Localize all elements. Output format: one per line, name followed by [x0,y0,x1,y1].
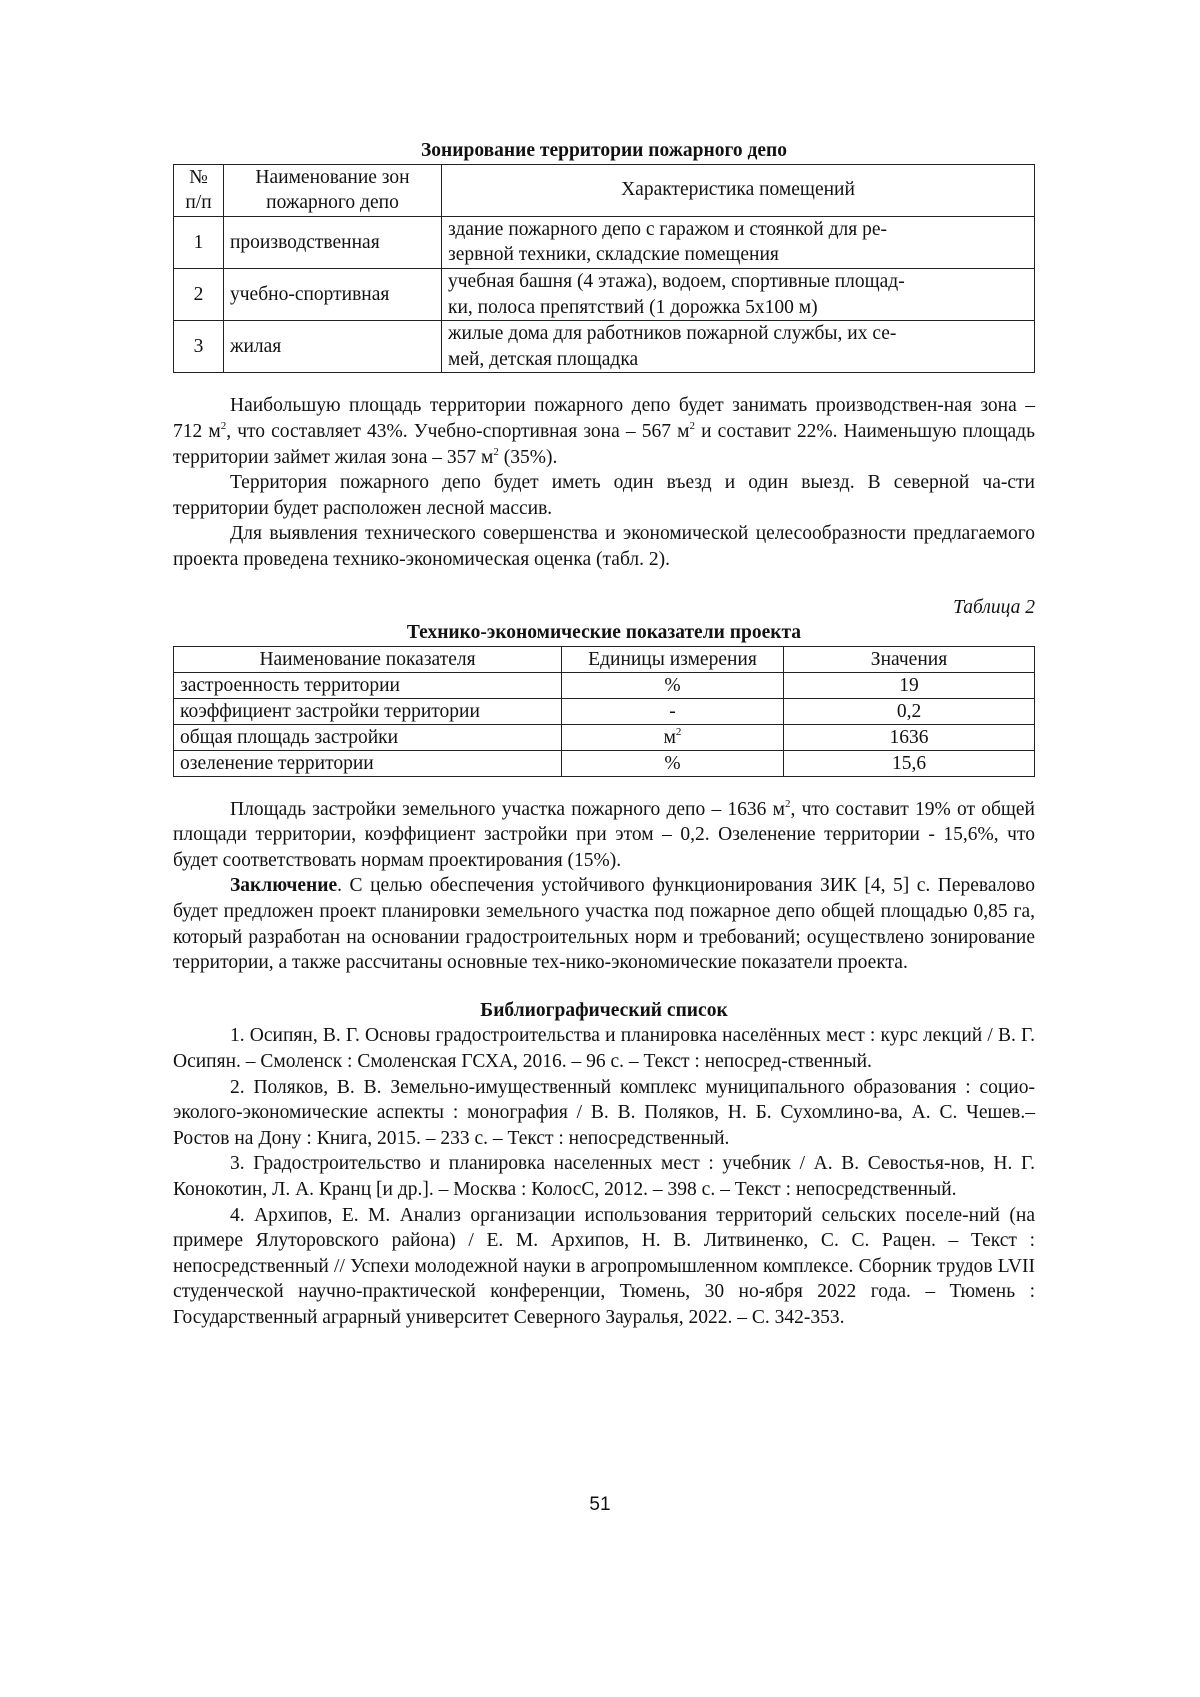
paragraph-built-area [173,797,1035,874]
table-row [174,672,1035,698]
indicator-value: 19 [784,672,1035,698]
para1-text-a: Наибольшую площадь территории пожарного депо будет занимать производствен-ная зона – 712 м [173,395,1035,442]
row-zone: жилая [224,321,442,373]
header-zone-line1: Наименование зон [255,166,410,188]
bibliography-item: 3. Градостроительство и планировка населенных мест : учебник / А. В. Севостья-нов, Н. Г. Конокотин, Л. А. Кранц [и др.]. – Москва : КолосС, 2012. – 398 с. – Текст : непосредственный. [173,1153,1035,1200]
paragraph-entrance: Территория пожарного депо будет иметь один въезд и один выезд. В северной ча-сти территории будет расположен лесной массив. [173,472,1035,519]
header-characteristics: Характеристика помещений [442,164,1035,216]
header-number [174,164,224,216]
indicator-name: застроенность территории [174,672,562,698]
row-zone: учебно-спортивная [224,268,442,320]
unit-text: м [663,726,676,748]
para1-text-c: и составит 22%. Наименьшую площадь территории займет жилая зона – 357 м [173,420,1035,468]
bibliography-item: 2. Поляков, В. В. Земельно-имущественный комплекс муниципального образования : социо-эколого-экономические аспекты : монография / В. В. Поляков, Н. Б. Сухомлино-ва, А. С. Чешев.– Ростов на Дону : Книга, 2015. – 233 с. – Текст : непосредственный. [173,1076,1035,1149]
header-number-line2: п/п [185,192,212,214]
paragraph-conclusion [173,873,1035,975]
table2-header-row [174,646,1035,672]
superscript: 2 [493,445,499,458]
row-number: 1 [174,216,224,268]
para4-text-b: , что составит 19% от общей площади территории, коэффициент застройки при этом – 0,2. Озеленение территории - 15,6%, что будет соответствовать нормам проектирования (15%). [173,798,1035,871]
para1-text-b: , что составляет 43%. Учебно-спортивная зона – 567 м [226,420,690,442]
superscript: 2 [689,419,695,432]
indicator-name: общая площадь застройки [174,724,562,750]
zoning-table [173,164,1035,374]
superscript: 2 [785,797,791,810]
paragraph-assessment: Для выявления технического совершенства и экономической целесообразности предлагаемого проекта проведена технико-экономическая оценка (табл. 2). [173,523,1035,570]
conclusion-text: . С целью обеспечения устойчивого функционирования ЗИК [4, 5] с. Перевалово будет предложен проект планировки земельного участка под пожарное депо общей площадью 0,85 га, который разработан на основании градостроительных норм и требований; осуществлено зонирование территории, а также рассчитаны основные тех-нико-экономические показатели проекта. [173,875,1035,974]
table-row [174,750,1035,776]
indicator-unit: % [562,750,784,776]
bibliography-item: 4. Архипов, Е. М. Анализ организации использования территорий сельских поселе-ний (на примере Ялуторовского района) / Е. М. Архипов, Н. В. Литвиненко, С. С. Рацен. – Текст : непосредственный // Успехи молодежной науки в агропромышленном комплексе. Сборник трудов LVII студенческой научно-практической конференции, Тюмень, 30 но-ября 2022 года. – Тюмень : Государственный аграрный университет Северного Зауралья, 2022. – С. 342-353. [173,1204,1035,1328]
row-desc-line: мей, детская площадка [448,348,639,370]
row-desc-line: жилые дома для работников пожарной службы, их се- [448,323,897,345]
row-zone: производственная [224,216,442,268]
indicator-value: 15,6 [784,750,1035,776]
row-desc [442,268,1035,320]
row-number: 2 [174,268,224,320]
header-value: Значения [784,646,1035,672]
paragraph-area [173,393,1035,470]
superscript: 2 [220,419,227,432]
indicator-name: коэффициент застройки территории [174,698,562,724]
unit-superscript: 2 [675,725,682,738]
page-number: 51 [589,1494,611,1515]
row-desc [442,321,1035,373]
row-desc [442,216,1035,268]
indicator-unit: % [562,672,784,698]
row-desc-line: здание пожарного депо с гаражом и стоянкой для ре- [448,218,887,240]
indicator-value: 1636 [784,724,1035,750]
header-unit: Единицы измерения [562,646,784,672]
table-row [174,216,1035,268]
bibliography-item: 1. Осипян, В. Г. Основы градостроительства и планировка населённых мест : курс лекций / В. Г. Осипян. – Смоленск : Смоленская ГСХА, 2016. – 96 с. – Текст : непосред-ственный. [173,1025,1035,1073]
table-row [174,268,1035,320]
table1-header-row [174,164,1035,216]
table-row [174,321,1035,373]
row-desc-line: ки, полоса препятствий (1 дорожка 5х100 м) [448,296,818,318]
content [173,138,1035,1331]
header-indicator: Наименование показателя [174,646,562,672]
indicator-value: 0,2 [784,698,1035,724]
table-row [174,724,1035,750]
header-zone-line2: пожарного депо [266,192,399,214]
table2-label: Таблица 2 [953,596,1035,618]
table-row [174,698,1035,724]
bibliography-title: Библиографический список [480,999,728,1021]
indicator-unit [562,724,784,750]
header-zone [224,164,442,216]
para4-text-a: Площадь застройки земельного участка пожарного депо – 1636 м [230,798,785,820]
row-number: 3 [174,321,224,373]
indicator-unit: - [562,698,784,724]
table2-caption: Технико-экономические показатели проекта [406,622,802,644]
indicator-name: озеленение территории [174,750,562,776]
header-number-line1: № [189,166,208,188]
conclusion-label: Заключение [230,875,338,897]
row-desc-line: зервной техники, складские помещения [448,244,779,266]
para1-text-d: (35%). [498,446,558,468]
table1-caption: Зонирование территории пожарного депо [420,140,788,161]
indicators-table [173,646,1035,777]
row-desc-line: учебная башня (4 этажа), водоем, спортивные площад- [448,270,905,292]
